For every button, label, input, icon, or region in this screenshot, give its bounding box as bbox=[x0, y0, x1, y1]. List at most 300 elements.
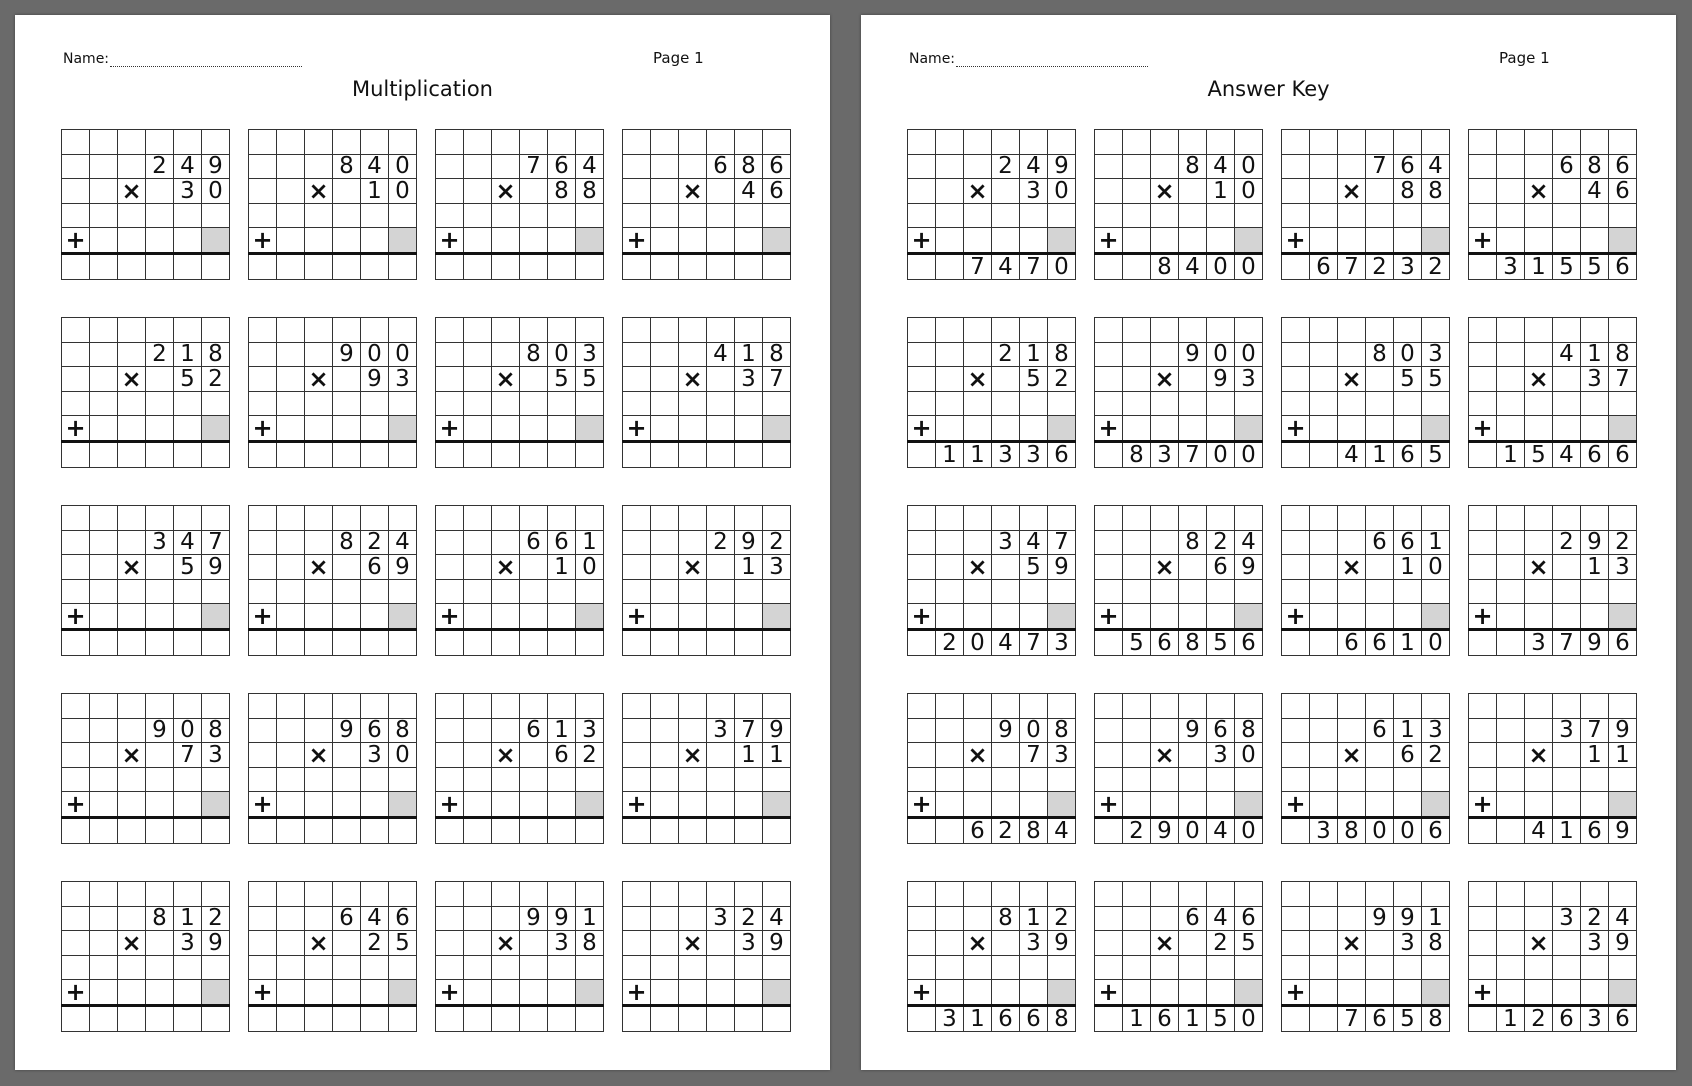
multiplicand-digit: 2 bbox=[763, 530, 791, 555]
grid-cell bbox=[520, 228, 548, 254]
grid-cell bbox=[1123, 179, 1151, 204]
grid-cell bbox=[277, 318, 305, 343]
grid-cell bbox=[1497, 203, 1525, 228]
grid-cell bbox=[90, 179, 118, 204]
grid-cell bbox=[249, 817, 277, 843]
grid-cell bbox=[277, 530, 305, 555]
grid-cell bbox=[520, 604, 548, 630]
times-sign: × bbox=[1151, 743, 1179, 768]
grid-cell bbox=[623, 1005, 651, 1031]
grid-cell bbox=[1207, 955, 1235, 980]
grid-cell bbox=[1553, 792, 1581, 818]
multiplication-problem bbox=[61, 693, 223, 835]
grid-cell bbox=[1235, 391, 1263, 416]
grid-cell bbox=[202, 882, 230, 907]
grid-cell bbox=[361, 253, 389, 279]
answer-digit: 7 bbox=[1179, 441, 1207, 467]
multiplication-problem bbox=[1094, 881, 1256, 1032]
grid-cell bbox=[763, 694, 791, 719]
multiplicand-digit: 6 bbox=[520, 718, 548, 743]
grid-cell bbox=[249, 931, 277, 956]
grid-cell bbox=[361, 318, 389, 343]
grid-cell bbox=[1422, 391, 1450, 416]
multiplication-problem bbox=[61, 505, 223, 647]
grid-cell bbox=[1310, 604, 1338, 630]
multiplicand-digit: 9 bbox=[763, 718, 791, 743]
grid-cell bbox=[464, 530, 492, 555]
grid-cell bbox=[576, 955, 604, 980]
grid-cell bbox=[1497, 906, 1525, 931]
grid-cell bbox=[1497, 416, 1525, 442]
multiplier-digit: 3 bbox=[174, 931, 202, 956]
answer-digit: 5 bbox=[1525, 441, 1553, 467]
grid-cell bbox=[964, 154, 992, 179]
grid-cell bbox=[1581, 506, 1609, 531]
grid-cell bbox=[174, 1005, 202, 1031]
grid-cell bbox=[277, 416, 305, 442]
grid-cell bbox=[305, 955, 333, 980]
grid-cell bbox=[492, 391, 520, 416]
grid-cell bbox=[1123, 530, 1151, 555]
grid-cell bbox=[277, 506, 305, 531]
grid-cell bbox=[964, 530, 992, 555]
shaded-cell bbox=[202, 980, 230, 1006]
grid-cell bbox=[576, 579, 604, 604]
grid-cell bbox=[277, 743, 305, 768]
grid-cell bbox=[118, 342, 146, 367]
grid-cell bbox=[118, 980, 146, 1006]
grid-cell bbox=[436, 253, 464, 279]
times-sign: × bbox=[679, 367, 707, 392]
shaded-cell bbox=[1048, 228, 1076, 254]
grid-cell bbox=[118, 253, 146, 279]
grid-cell bbox=[1366, 179, 1394, 204]
answer-digit: 6 bbox=[1609, 253, 1637, 279]
grid-cell bbox=[964, 792, 992, 818]
grid-cell bbox=[908, 743, 936, 768]
times-sign: × bbox=[679, 179, 707, 204]
grid-cell bbox=[1123, 743, 1151, 768]
multiplicand-digit: 6 bbox=[548, 154, 576, 179]
grid-cell bbox=[333, 629, 361, 655]
times-sign: × bbox=[1151, 179, 1179, 204]
grid-cell bbox=[146, 694, 174, 719]
multiplier-digit: 3 bbox=[763, 555, 791, 580]
grid-cell bbox=[707, 1005, 735, 1031]
grid-cell bbox=[1095, 179, 1123, 204]
multiplier-digit: 2 bbox=[1048, 367, 1076, 392]
grid-cell bbox=[1310, 743, 1338, 768]
grid-cell bbox=[1179, 604, 1207, 630]
shaded-cell bbox=[389, 228, 417, 254]
grid-cell bbox=[361, 980, 389, 1006]
grid-cell bbox=[1525, 391, 1553, 416]
grid-cell bbox=[1497, 555, 1525, 580]
grid-cell bbox=[1525, 767, 1553, 792]
grid-cell bbox=[1179, 203, 1207, 228]
answer-digit: 1 bbox=[1123, 1005, 1151, 1031]
grid-cell bbox=[1048, 579, 1076, 604]
grid-cell bbox=[1207, 767, 1235, 792]
grid-cell bbox=[1310, 718, 1338, 743]
grid-cell bbox=[1310, 530, 1338, 555]
grid-cell bbox=[1338, 318, 1366, 343]
multiplier-digit: 3 bbox=[1235, 367, 1263, 392]
grid-cell bbox=[1151, 955, 1179, 980]
grid-cell bbox=[277, 604, 305, 630]
grid-cell bbox=[1581, 694, 1609, 719]
grid-cell bbox=[146, 416, 174, 442]
grid-cell bbox=[964, 694, 992, 719]
grid-cell bbox=[763, 767, 791, 792]
grid-cell bbox=[1123, 931, 1151, 956]
multiplier-digit: 5 bbox=[1422, 367, 1450, 392]
multiplier-digit: 6 bbox=[1207, 555, 1235, 580]
multiplier-digit: 4 bbox=[735, 179, 763, 204]
grid-cell bbox=[277, 955, 305, 980]
shaded-cell bbox=[576, 792, 604, 818]
answer-digit: 1 bbox=[1394, 629, 1422, 655]
grid-cell bbox=[436, 342, 464, 367]
grid-cell bbox=[1282, 130, 1310, 155]
multiplier-digit: 1 bbox=[1581, 555, 1609, 580]
times-sign: × bbox=[1338, 931, 1366, 956]
answer-digit: 1 bbox=[1179, 1005, 1207, 1031]
grid-cell bbox=[146, 955, 174, 980]
answer-digit: 9 bbox=[1151, 817, 1179, 843]
multiplier-digit: 1 bbox=[1581, 743, 1609, 768]
grid-cell bbox=[1553, 416, 1581, 442]
grid-cell bbox=[1282, 318, 1310, 343]
grid-cell bbox=[1282, 391, 1310, 416]
grid-cell bbox=[735, 506, 763, 531]
answer-digit: 6 bbox=[1366, 629, 1394, 655]
grid-cell bbox=[1581, 882, 1609, 907]
answer-digit: 6 bbox=[1366, 1005, 1394, 1031]
grid-cell bbox=[520, 179, 548, 204]
grid-cell bbox=[1338, 604, 1366, 630]
grid-cell bbox=[1366, 980, 1394, 1006]
multiplication-problem bbox=[61, 317, 223, 459]
grid-cell bbox=[202, 130, 230, 155]
grid-cell bbox=[1581, 130, 1609, 155]
grid-cell bbox=[1469, 882, 1497, 907]
grid-cell bbox=[305, 694, 333, 719]
plus-sign: + bbox=[1095, 980, 1123, 1006]
grid-cell bbox=[202, 391, 230, 416]
multiplicand-digit: 0 bbox=[389, 154, 417, 179]
plus-sign: + bbox=[249, 792, 277, 818]
grid-cell bbox=[707, 743, 735, 768]
grid-cell bbox=[174, 629, 202, 655]
multiplier-digit: 2 bbox=[1207, 931, 1235, 956]
grid-cell bbox=[305, 980, 333, 1006]
grid-cell bbox=[118, 694, 146, 719]
multiplicand-digit: 0 bbox=[1020, 718, 1048, 743]
grid-cell bbox=[992, 694, 1020, 719]
multiplication-problem bbox=[248, 317, 410, 459]
grid-cell bbox=[623, 906, 651, 931]
multiplier-digit: 6 bbox=[548, 743, 576, 768]
answer-digit: 9 bbox=[1609, 817, 1637, 843]
grid-cell bbox=[277, 767, 305, 792]
grid-cell bbox=[735, 980, 763, 1006]
multiplicand-digit: 7 bbox=[520, 154, 548, 179]
grid-cell bbox=[548, 980, 576, 1006]
multiplicand-digit: 1 bbox=[576, 530, 604, 555]
grid-cell bbox=[118, 882, 146, 907]
plus-sign: + bbox=[623, 228, 651, 254]
grid-cell bbox=[548, 253, 576, 279]
grid-cell bbox=[361, 792, 389, 818]
grid-cell bbox=[436, 154, 464, 179]
grid-cell bbox=[964, 228, 992, 254]
multiplicand-digit: 8 bbox=[735, 154, 763, 179]
grid-cell bbox=[1581, 767, 1609, 792]
times-sign: × bbox=[1151, 555, 1179, 580]
grid-cell bbox=[305, 228, 333, 254]
grid-cell bbox=[146, 980, 174, 1006]
multiplicand-digit: 1 bbox=[1394, 718, 1422, 743]
grid-cell bbox=[936, 931, 964, 956]
multiplicand-digit: 8 bbox=[202, 718, 230, 743]
grid-cell bbox=[277, 154, 305, 179]
grid-cell bbox=[1123, 130, 1151, 155]
grid-cell bbox=[548, 955, 576, 980]
grid-cell bbox=[1310, 203, 1338, 228]
grid-cell bbox=[1310, 416, 1338, 442]
grid-cell bbox=[305, 318, 333, 343]
grid-cell bbox=[707, 555, 735, 580]
multiplicand-digit: 6 bbox=[333, 906, 361, 931]
answer-digit: 1 bbox=[1553, 817, 1581, 843]
grid-cell bbox=[1282, 1005, 1310, 1031]
answer-digit: 7 bbox=[1553, 629, 1581, 655]
multiplier-digit: 5 bbox=[174, 555, 202, 580]
grid-cell bbox=[1123, 203, 1151, 228]
answer-digit: 0 bbox=[1235, 253, 1263, 279]
grid-cell bbox=[735, 228, 763, 254]
times-sign: × bbox=[492, 179, 520, 204]
grid-cell bbox=[548, 416, 576, 442]
grid-cell bbox=[174, 130, 202, 155]
grid-cell bbox=[1609, 318, 1637, 343]
answer-digit: 6 bbox=[1338, 629, 1366, 655]
grid-cell bbox=[1366, 130, 1394, 155]
grid-cell bbox=[520, 416, 548, 442]
grid-cell bbox=[62, 342, 90, 367]
shaded-cell bbox=[576, 980, 604, 1006]
grid-cell bbox=[1282, 441, 1310, 467]
grid-cell bbox=[1151, 228, 1179, 254]
grid-cell bbox=[90, 980, 118, 1006]
grid-cell bbox=[118, 130, 146, 155]
plus-sign: + bbox=[1469, 604, 1497, 630]
grid-cell bbox=[62, 506, 90, 531]
multiplicand-digit: 9 bbox=[735, 530, 763, 555]
multiplicand-digit: 9 bbox=[146, 718, 174, 743]
grid-cell bbox=[1525, 506, 1553, 531]
grid-cell bbox=[389, 1005, 417, 1031]
grid-cell bbox=[1581, 980, 1609, 1006]
grid-cell bbox=[174, 416, 202, 442]
multiplicand-digit: 6 bbox=[1207, 718, 1235, 743]
grid-cell bbox=[1123, 367, 1151, 392]
answer-digit: 6 bbox=[1553, 1005, 1581, 1031]
grid-cell bbox=[1151, 882, 1179, 907]
plus-sign: + bbox=[436, 792, 464, 818]
grid-cell bbox=[1394, 604, 1422, 630]
grid-cell bbox=[1525, 530, 1553, 555]
grid-cell bbox=[361, 506, 389, 531]
grid-cell bbox=[735, 604, 763, 630]
grid-cell bbox=[1123, 882, 1151, 907]
grid-cell bbox=[936, 154, 964, 179]
grid-cell bbox=[1469, 906, 1497, 931]
grid-cell bbox=[576, 130, 604, 155]
grid-cell bbox=[1553, 130, 1581, 155]
grid-cell bbox=[249, 391, 277, 416]
grid-cell bbox=[1553, 931, 1581, 956]
grid-cell bbox=[1497, 506, 1525, 531]
answer-digit: 1 bbox=[936, 441, 964, 467]
grid-cell bbox=[936, 391, 964, 416]
grid-cell bbox=[305, 391, 333, 416]
multiplier-digit: 6 bbox=[1609, 179, 1637, 204]
grid-cell bbox=[464, 179, 492, 204]
multiplier-digit: 8 bbox=[576, 931, 604, 956]
grid-cell bbox=[936, 506, 964, 531]
grid-cell bbox=[623, 506, 651, 531]
grid-cell bbox=[763, 318, 791, 343]
grid-cell bbox=[90, 931, 118, 956]
grid-cell bbox=[1282, 906, 1310, 931]
grid-cell bbox=[679, 1005, 707, 1031]
shaded-cell bbox=[763, 792, 791, 818]
multiplicand-digit: 9 bbox=[333, 342, 361, 367]
multiplicand-digit: 6 bbox=[361, 718, 389, 743]
grid-cell bbox=[1151, 604, 1179, 630]
grid-cell bbox=[908, 179, 936, 204]
multiplicand-digit: 9 bbox=[333, 718, 361, 743]
grid-cell bbox=[992, 416, 1020, 442]
multiplicand-digit: 2 bbox=[1207, 530, 1235, 555]
multiplicand-digit: 1 bbox=[548, 718, 576, 743]
grid-cell bbox=[1310, 391, 1338, 416]
multiplicand-digit: 9 bbox=[992, 718, 1020, 743]
multiplier-digit: 1 bbox=[763, 743, 791, 768]
multiplier-digit: 3 bbox=[389, 367, 417, 392]
grid-cell bbox=[1282, 253, 1310, 279]
grid-cell bbox=[548, 228, 576, 254]
multiplicand-digit: 8 bbox=[202, 342, 230, 367]
grid-cell bbox=[1553, 743, 1581, 768]
multiplier-digit: 8 bbox=[1394, 179, 1422, 204]
page-number: Page 1 bbox=[1499, 49, 1550, 67]
grid-cell bbox=[492, 154, 520, 179]
times-sign: × bbox=[1525, 367, 1553, 392]
answer-digit: 8 bbox=[1048, 1005, 1076, 1031]
grid-cell bbox=[992, 743, 1020, 768]
grid-cell bbox=[277, 579, 305, 604]
grid-cell bbox=[277, 203, 305, 228]
grid-cell bbox=[1235, 882, 1263, 907]
grid-cell bbox=[1179, 980, 1207, 1006]
grid-cell bbox=[1422, 318, 1450, 343]
grid-cell bbox=[1553, 604, 1581, 630]
times-sign: × bbox=[964, 743, 992, 768]
grid-cell bbox=[1095, 555, 1123, 580]
multiplication-problem bbox=[1281, 693, 1443, 844]
grid-cell bbox=[936, 906, 964, 931]
grid-cell bbox=[1581, 955, 1609, 980]
multiplicand-digit: 8 bbox=[1179, 154, 1207, 179]
grid-cell bbox=[389, 817, 417, 843]
grid-cell bbox=[90, 955, 118, 980]
multiplicand-digit: 4 bbox=[576, 154, 604, 179]
answer-digit: 2 bbox=[992, 817, 1020, 843]
grid-cell bbox=[1497, 817, 1525, 843]
shaded-cell bbox=[202, 604, 230, 630]
grid-cell bbox=[1310, 767, 1338, 792]
grid-cell bbox=[651, 694, 679, 719]
grid-cell bbox=[679, 228, 707, 254]
shaded-cell bbox=[763, 228, 791, 254]
grid-cell bbox=[735, 767, 763, 792]
multiplicand-digit: 1 bbox=[1422, 906, 1450, 931]
plus-sign: + bbox=[1282, 792, 1310, 818]
multiplier-digit: 8 bbox=[548, 179, 576, 204]
grid-cell bbox=[707, 882, 735, 907]
grid-cell bbox=[1095, 367, 1123, 392]
grid-cell bbox=[1310, 906, 1338, 931]
grid-cell bbox=[679, 629, 707, 655]
grid-cell bbox=[1338, 906, 1366, 931]
name-label: Name: bbox=[63, 51, 110, 67]
grid-cell bbox=[623, 391, 651, 416]
grid-cell bbox=[908, 882, 936, 907]
grid-cell bbox=[90, 792, 118, 818]
grid-cell bbox=[936, 817, 964, 843]
grid-cell bbox=[707, 179, 735, 204]
grid-cell bbox=[118, 604, 146, 630]
grid-cell bbox=[1394, 694, 1422, 719]
grid-cell bbox=[1151, 416, 1179, 442]
multiplier-digit: 5 bbox=[1394, 367, 1422, 392]
grid-cell bbox=[1048, 767, 1076, 792]
multiplicand-digit: 4 bbox=[1020, 530, 1048, 555]
grid-cell bbox=[735, 1005, 763, 1031]
multiplier-digit: 1 bbox=[1394, 555, 1422, 580]
grid-cell bbox=[1609, 506, 1637, 531]
grid-cell bbox=[679, 767, 707, 792]
times-sign: × bbox=[118, 743, 146, 768]
grid-cell bbox=[1394, 579, 1422, 604]
answer-digit: 6 bbox=[1020, 1005, 1048, 1031]
grid-cell bbox=[908, 629, 936, 655]
multiplier-digit: 7 bbox=[763, 367, 791, 392]
grid-cell bbox=[1310, 1005, 1338, 1031]
grid-cell bbox=[389, 882, 417, 907]
times-sign: × bbox=[1338, 179, 1366, 204]
grid-cell bbox=[1310, 882, 1338, 907]
grid-cell bbox=[62, 530, 90, 555]
grid-cell bbox=[1525, 980, 1553, 1006]
grid-cell bbox=[1366, 318, 1394, 343]
grid-cell bbox=[118, 441, 146, 467]
grid-cell bbox=[763, 1005, 791, 1031]
grid-cell bbox=[1095, 342, 1123, 367]
